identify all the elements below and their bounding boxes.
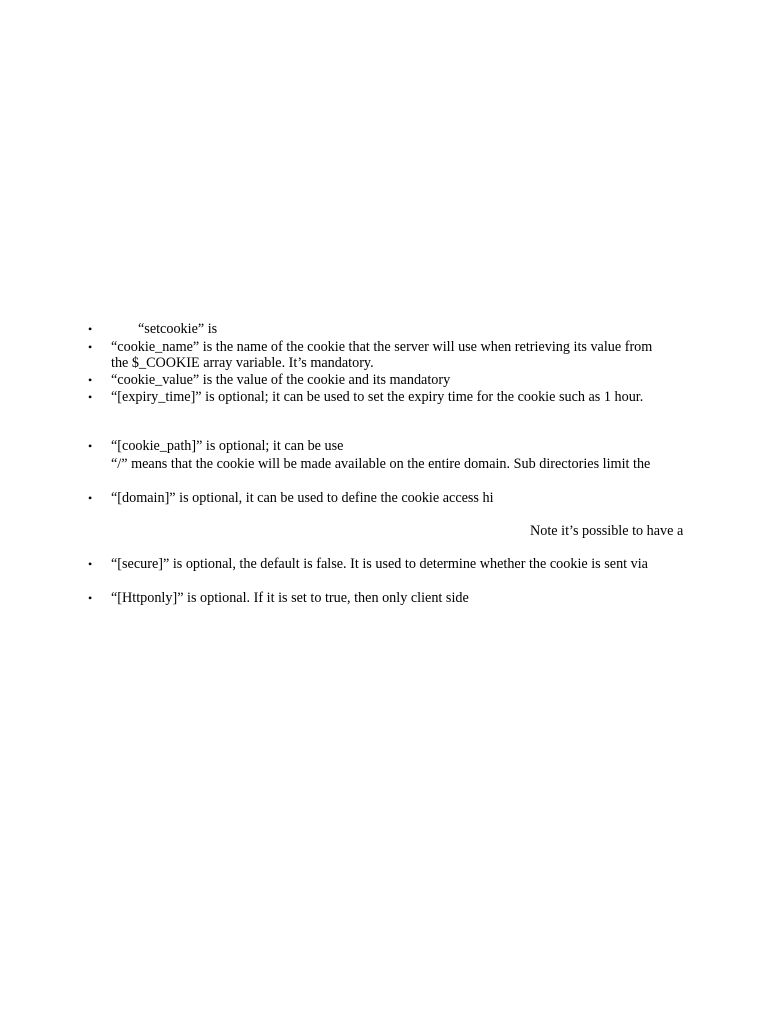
- list-bullet: •: [88, 491, 93, 505]
- list-item-cookie-path-continued: “/” means that the cookie will be made available on the entire domain. Sub directories limit the: [111, 456, 651, 472]
- list-item-expiry-time: “[expiry_time]” is optional; it can be used to set the expiry time for the cookie such as 1 hour.: [111, 389, 644, 405]
- list-item-cookie-name-continued: the $_COOKIE array variable. It’s mandatory.: [111, 355, 374, 371]
- list-item-secure: “[secure]” is optional, the default is false. It is used to determine whether the cookie is sent via: [111, 556, 648, 572]
- list-bullet: •: [88, 322, 93, 336]
- list-item-cookie-name: “cookie_name” is the name of the cookie that the server will use when retrieving its value from: [111, 339, 653, 355]
- list-item-cookie-path: “[cookie_path]” is optional; it can be use: [111, 438, 344, 454]
- list-bullet: •: [88, 390, 93, 404]
- note-text: Note it’s possible to have a: [530, 523, 684, 539]
- list-bullet: •: [88, 373, 93, 387]
- list-item-httponly: “[Httponly]” is optional. If it is set to true, then only client side: [111, 590, 469, 606]
- list-bullet: •: [88, 591, 93, 605]
- list-bullet: •: [88, 340, 93, 354]
- list-bullet: •: [88, 557, 93, 571]
- list-bullet: •: [88, 439, 93, 453]
- list-item-domain: “[domain]” is optional, it can be used to define the cookie access hi: [111, 490, 494, 506]
- list-item-setcookie: “setcookie” is: [138, 321, 218, 337]
- list-item-cookie-value: “cookie_value” is the value of the cookie and its mandatory: [111, 372, 451, 388]
